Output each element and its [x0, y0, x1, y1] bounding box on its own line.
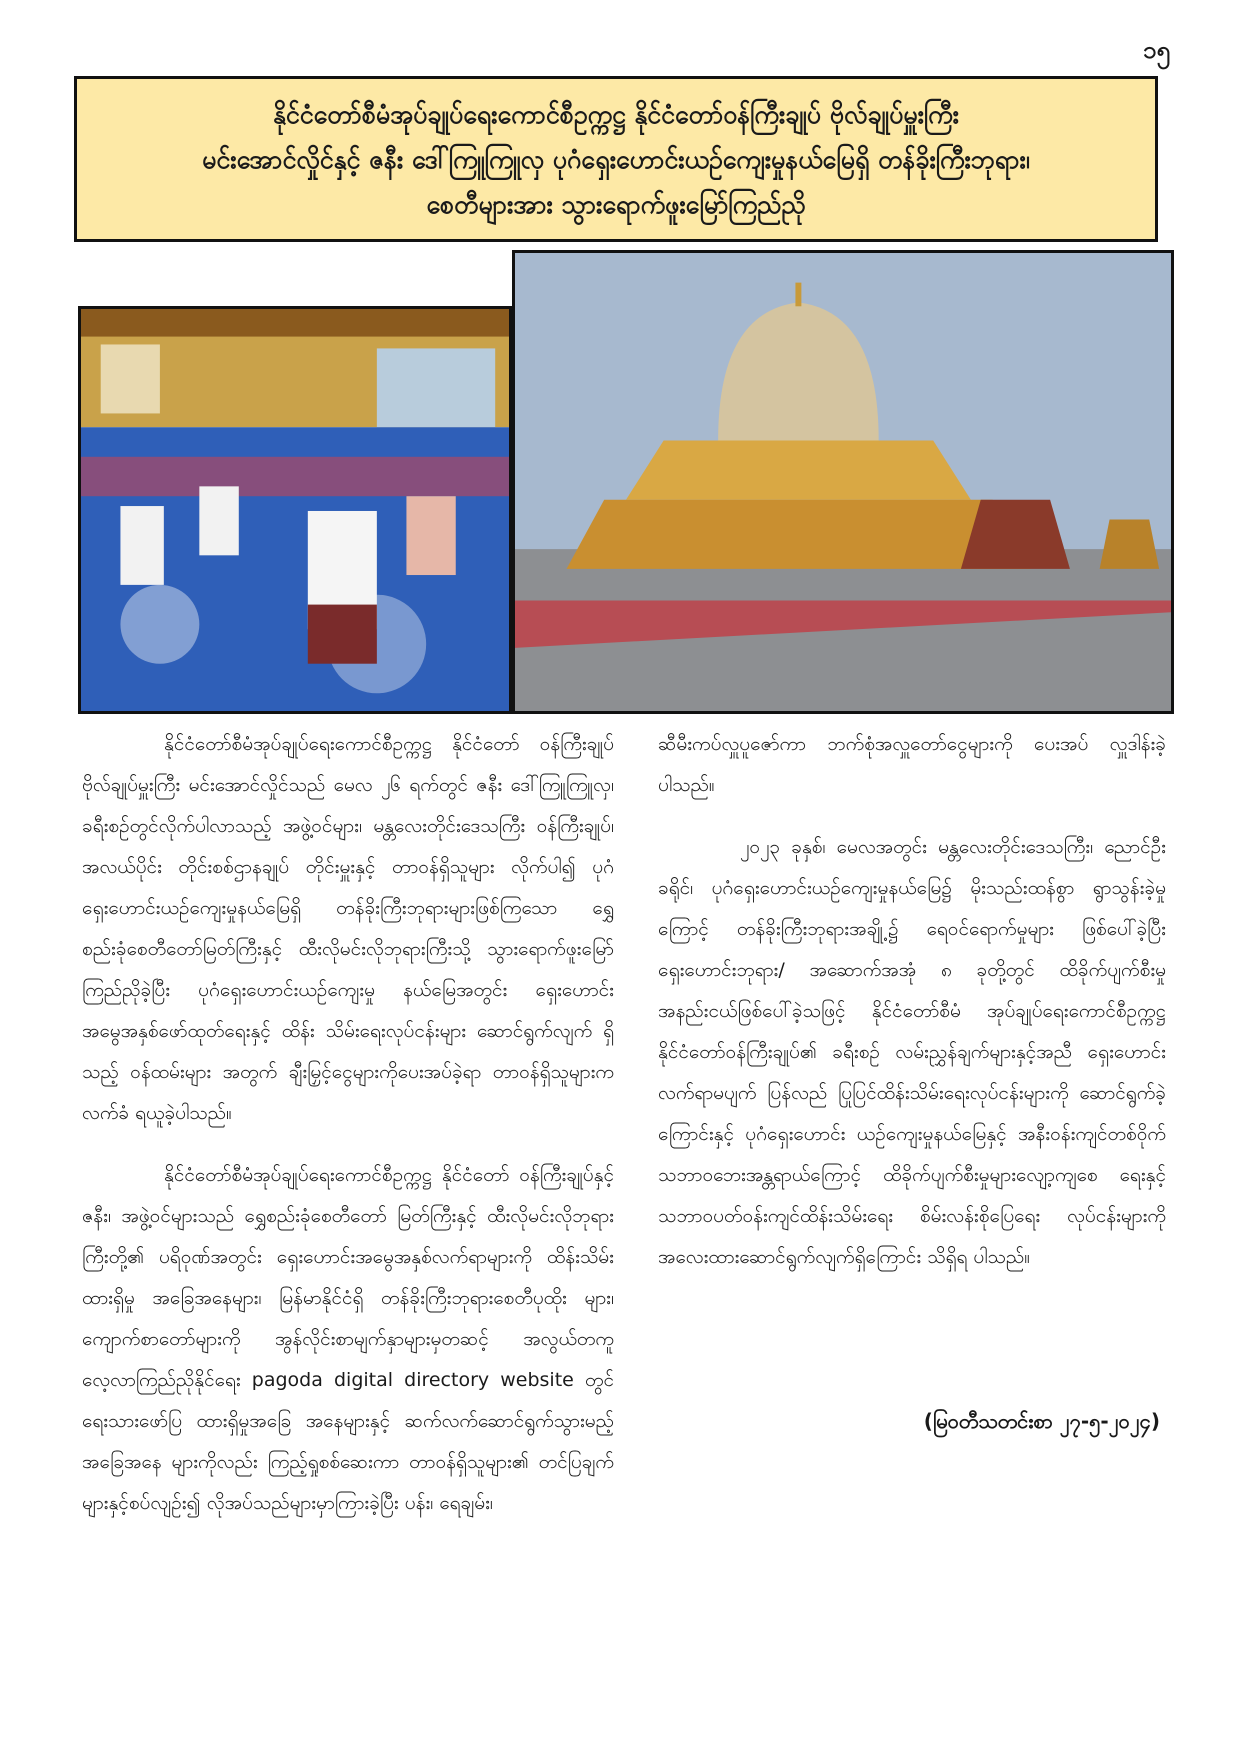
article-paragraph: နိုင်ငံတော်စီမံအုပ်ချုပ်ရေးကောင်စီဥက္ကဋ္ဌ နိုင်ငံတော် ဝန်ကြီးချုပ် ဗိုလ်ချုပ်မှူးကြီး မင်းအောင်လှိုင်သည် မေလ ၂၆ ရက်တွင် ဇနီး ဒေါ်ကြူကြူလှ၊ ခရီးစဉ်တွင်လိုက်ပါလာသည့် အဖွဲ့ဝင်များ၊ မန္တလေးတိုင်းဒေသကြီး ဝန်ကြီးချုပ်၊ အလယ်ပိုင်း တိုင်းစစ်ဌာနချုပ် တိုင်းမှူးနှင့် တာဝန်ရှိသူများ လိုက်ပါ၍ ပုဂံ ရှေးဟောင်းယဉ်ကျေးမှုနယ်မြေရှိ တန်ခိုးကြီးဘုရားများဖြစ်ကြသော ရွှေစည်းခုံစေတီတော်မြတ်ကြီးနှင့် ထီးလိုမင်းလိုဘုရားကြီးသို့ သွားရောက်ဖူးမြော်ကြည်ညိုခဲ့ပြီး ပုဂံရှေးဟောင်းယဉ်ကျေးမှု နယ်မြေအတွင်း ရှေးဟောင်းအမွေအနှစ်ဖော်ထုတ်ရေးနှင့် ထိန်း သိမ်းရေးလုပ်ငန်းများ ဆောင်ရွက်လျက် ရှိသည့် ဝန်ထမ်းများ အတွက် ချီးမြှင့်ငွေများကိုပေးအပ်ခဲ့ရာ တာဝန်ရှိသူများက လက်ခံ ရယူခဲ့ပါသည်။	[82, 733, 614, 1124]
article-paragraph: နိုင်ငံတော်စီမံအုပ်ချုပ်ရေးကောင်စီဥက္ကဋ္ဌ နိုင်ငံတော် ဝန်ကြီးချုပ်နှင့် ဇနီး၊ အဖွဲ့ဝင်များသည် ရွှေစည်းခုံစေတီတော် မြတ်ကြီးနှင့် ထီးလိုမင်းလိုဘုရားကြီးတို့၏ ပရိဝုဏ်အတွင်း ရှေးဟောင်းအမွေအနှစ်လက်ရာများကို ထိန်းသိမ်းထားရှိမှု အခြေအနေများ၊ မြန်မာနိုင်ငံရှိ တန်ခိုးကြီးဘုရားစေတီပုထိုး များ၊ ကျောက်စာတော်များကို အွန်လိုင်းစာမျက်နှာများမှတဆင့် အလွယ်တကူ လေ့လာကြည်ညိုနိုင်ရေး pagoda digital directory website တွင် ရေးသားဖော်ပြ ထားရှိမှုအခြေ အနေများနှင့် ဆက်လက်ဆောင်ရွက်သွားမည့် အခြေအနေ များကိုလည်း ကြည့်ရှုစစ်ဆေးကာ တာဝန်ရှိသူများ၏ တင်ပြချက် များနှင့်စပ်လျဉ်း၍ လိုအပ်သည်များမှာကြားခဲ့ပြီး ပန်း၊ ရေချမ်း၊	[82, 1164, 614, 1514]
page-number: ၁၅	[1143, 36, 1170, 64]
source-citation: (မြဝတီသတင်းစာ ၂၇-၅-၂၀၂၄)	[923, 1409, 1160, 1433]
pagoda-photo-icon	[515, 253, 1171, 711]
pagoda-photo	[512, 250, 1174, 714]
article-paragraph: ၂၀၂၃ ခုနှစ်၊ မေလအတွင်း မန္တလေးတိုင်းဒေသကြီး၊ ညောင်ဦးခရိုင်၊ ပုဂံရှေးဟောင်းယဉ်ကျေးမှုနယ်မြေ၌ မိုးသည်းထန်စွာ ရွာသွန်းခဲ့မှုကြောင့် တန်ခိုးကြီးဘုရားအချို့၌ ရေဝင်ရောက်မှုများ ဖြစ်ပေါ်ခဲ့ပြီး ရှေးဟောင်းဘုရား/ အဆောက်အအုံ ၈ ခုတို့တွင် ထိခိုက်ပျက်စီးမှုအနည်းငယ်ဖြစ်ပေါ်ခဲ့သဖြင့် နိုင်ငံတော်စီမံ အုပ်ချုပ်ရေးကောင်စီဥက္ကဋ္ဌ နိုင်ငံတော်ဝန်ကြီးချုပ်၏ ခရီးစဉ် လမ်းညွှန်ချက်များနှင့်အညီ ရှေးဟောင်းလက်ရာမပျက် ပြန်လည် ပြုပြင်ထိန်းသိမ်းရေးလုပ်ငန်းများကို ဆောင်ရွက်ခဲ့ကြောင်းနှင့် ပုဂံရှေးဟောင်း ယဉ်ကျေးမှုနယ်မြေနှင့် အနီးဝန်းကျင်တစ်ဝိုက် သဘာဝဘေးအန္တရာယ်ကြောင့် ထိခိုက်ပျက်စီးမှုများလျော့ကျစေ ရေးနှင့် သဘာဝပတ်ဝန်းကျင်ထိန်းသိမ်းရေး စိမ်းလန်းစိုပြေရေး လုပ်ငန်းများကို အလေးထားဆောင်ရွက်လျက်ရှိကြောင်း သိရှိရ ပါသည်။	[658, 836, 1166, 1268]
article-column-right	[658, 724, 1166, 1299]
article-column-left	[82, 724, 614, 1545]
ceremony-photo-icon	[81, 309, 509, 711]
ceremony-photo	[78, 306, 512, 714]
headline-line: မင်းအောင်လှိုင်နှင့် ဇနီး ဒေါ်ကြူကြူလှ ပုဂံရှေးဟောင်းယဉ်ကျေးမှုနယ်မြေရှိ တန်ခိုးကြီးဘုရား၊	[202, 144, 1030, 174]
article-paragraph: ဆီမီးကပ်လှူပူဇော်ကာ ဘက်စုံအလှူတော်ငွေများကို ပေးအပ် လှူဒါန်းခဲ့ပါသည်။	[658, 733, 1166, 796]
headline-line: နိုင်ငံတော်စီမံအုပ်ချုပ်ရေးကောင်စီဥက္ကဋ္ဌ နိုင်ငံတော်ဝန်ကြီးချုပ် ဗိုလ်ချုပ်မှူးကြီး	[272, 99, 959, 129]
headline-box	[74, 76, 1158, 242]
headline-line: စေတီများအား သွားရောက်ဖူးမြော်ကြည်ညို	[426, 189, 806, 219]
